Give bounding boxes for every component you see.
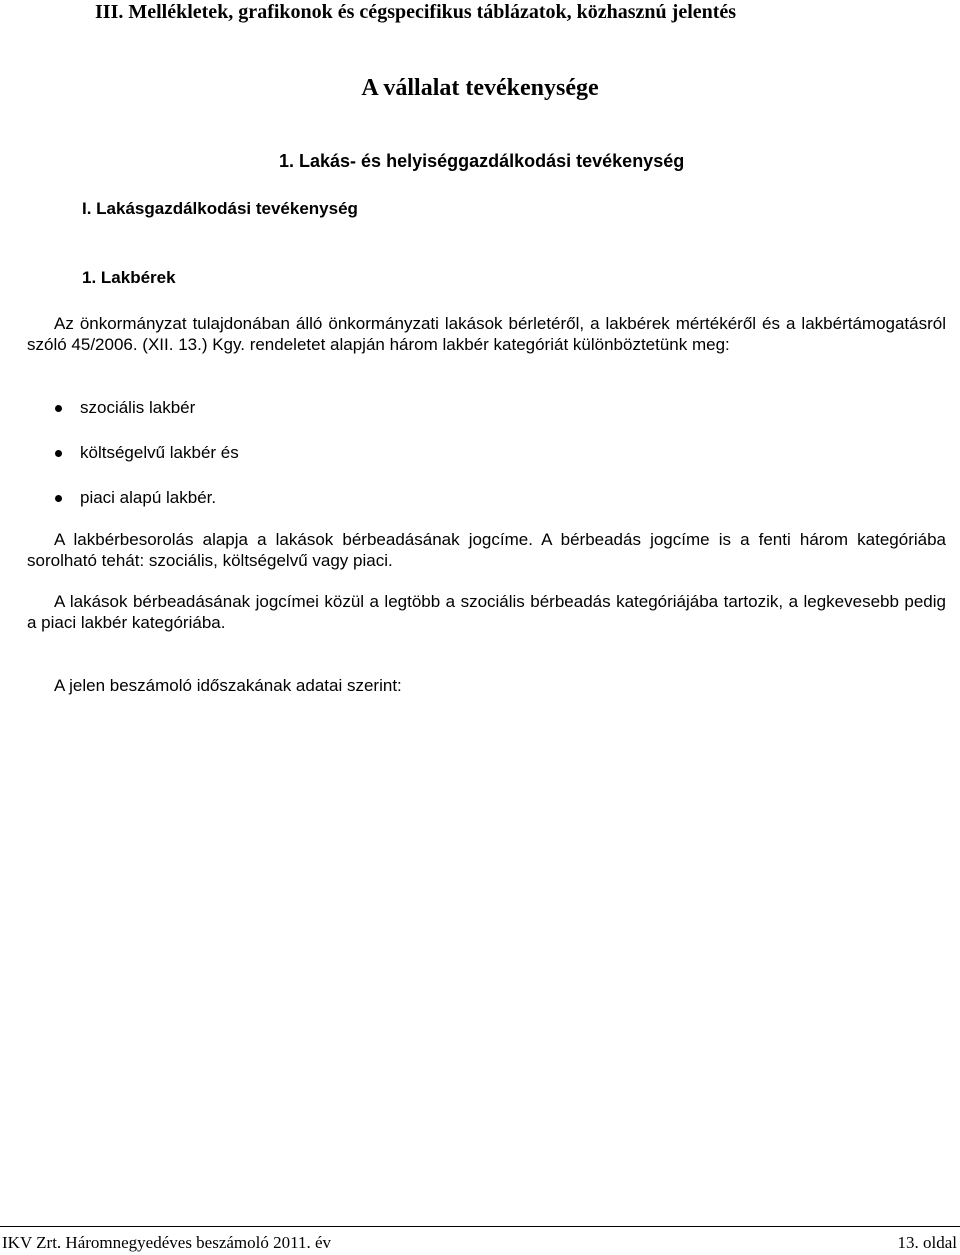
paragraph-distribution-text: A lakások bérbeadásának jogcímei közül a legtöbb a szociális bérbeadás kategóriájába tartozik, a legkevesebb pedig a piaci lakbér kategóriába. [27, 592, 946, 632]
section-header: III. Mellékletek, grafikonok és cégspecifikus táblázatok, közhasznú jelentés [95, 1, 737, 23]
bullet-list [55, 397, 239, 532]
list-item-text: piaci alapú lakbér. [80, 488, 217, 507]
list-item [55, 397, 239, 419]
bullet-icon [55, 405, 62, 412]
list-item-text: szociális lakbér [80, 398, 196, 417]
list-item [55, 442, 239, 464]
subsection-heading: 1. Lakbérek [82, 268, 176, 287]
paragraph-period-data-text: A jelen beszámoló időszakának adatai szerint: [54, 676, 402, 695]
part-title: I. Lakásgazdálkodási tevékenység [82, 199, 358, 218]
list-item-text: költségelvű lakbér és [80, 443, 239, 462]
list-item [55, 487, 239, 509]
page-number: 13. oldal [897, 1233, 957, 1252]
section-subtitle: 1. Lakás- és helyiséggazdálkodási tevékenység [279, 151, 685, 171]
bullet-icon [55, 450, 62, 457]
page-title: A vállalat tevékenysége [361, 75, 599, 101]
footer-document-title: IKV Zrt. Háromnegyedéves beszámoló 2011. év [2, 1233, 332, 1252]
bullet-icon [55, 495, 62, 502]
paragraph-intro-text: Az önkormányzat tulajdonában álló önkormányzati lakások bérletéről, a lakbérek mértékéről és a lakbértámogatásról szóló 45/2006. (XII. 13.) Kgy. rendeletet alapján három lakbér kategóriát különböztetünk meg: [27, 314, 946, 354]
paragraph-classification [27, 529, 946, 571]
paragraph-classification-text: A lakbérbesorolás alapja a lakások bérbeadásának jogcíme. A bérbeadás jogcíme is a fenti három kategóriába sorolható tehát: szociális, költségelvű vagy piaci. [27, 530, 946, 570]
paragraph-intro [27, 313, 946, 355]
footer-divider [0, 1226, 960, 1227]
paragraph-period-data [27, 675, 946, 696]
paragraph-distribution [27, 591, 946, 633]
